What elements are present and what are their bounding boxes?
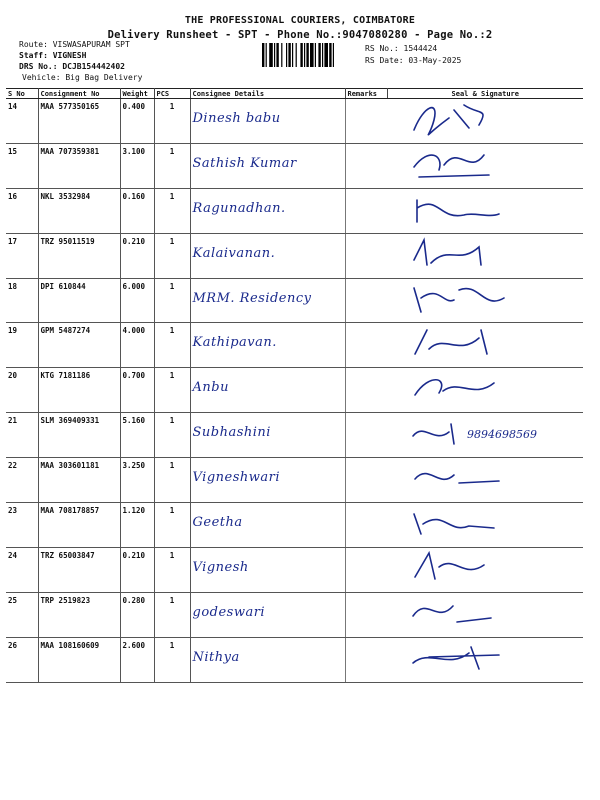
col-pcs: PCS [154, 89, 190, 99]
table-row [6, 368, 583, 413]
sno-cell: 22 [6, 458, 38, 503]
pcs-cell: 1 [154, 368, 190, 413]
company-title: THE PROFESSIONAL COURIERS, COIMBATORE [184, 15, 416, 26]
pcs-cell: 1 [154, 278, 190, 323]
consignment-cell: TRZ 95011519 [38, 233, 120, 278]
seal-signature-cell [387, 233, 583, 278]
remarks-cell [345, 143, 387, 188]
pcs-cell: 1 [154, 143, 190, 188]
seal-signature-cell [387, 188, 583, 233]
consignee-name: Sathish Kumar [192, 155, 297, 171]
weight-cell: 0.700 [120, 368, 154, 413]
consignment-cell: MAA 708178857 [38, 503, 120, 548]
consignment-cell: MAA 108160609 [38, 637, 120, 682]
col-consignee: Consignee Details [190, 89, 345, 99]
table-row [6, 233, 583, 278]
weight-cell: 6.000 [120, 278, 154, 323]
sno-cell: 16 [6, 188, 38, 233]
consignment-cell: SLM 369409331 [38, 413, 120, 458]
weight-cell: 0.210 [120, 547, 154, 592]
sno-cell: 21 [6, 413, 38, 458]
weight-cell: 0.210 [120, 233, 154, 278]
pcs-cell: 1 [154, 188, 190, 233]
weight-cell: 0.280 [120, 592, 154, 637]
sno-cell: 15 [6, 143, 38, 188]
table-row [6, 592, 583, 637]
signature-scribble [409, 100, 509, 138]
staff-label: Staff: VIGNESH [19, 51, 87, 60]
signature-scribble [409, 639, 509, 677]
consignee-cell [190, 188, 345, 233]
remarks-cell [345, 368, 387, 413]
consignment-cell: DPI 610844 [38, 278, 120, 323]
signature-scribble [409, 190, 509, 228]
remarks-cell [345, 458, 387, 503]
consignee-name: godeswari [192, 604, 266, 620]
sno-cell: 25 [6, 592, 38, 637]
signature-phone-note: 9894698569 [467, 428, 537, 442]
remarks-cell [345, 99, 387, 144]
signature-scribble [409, 280, 509, 318]
col-remarks: Remarks [345, 89, 387, 99]
signature-scribble [409, 459, 509, 497]
consignee-cell [190, 233, 345, 278]
remarks-cell [345, 413, 387, 458]
table-row [6, 143, 583, 188]
table-header-row [6, 89, 583, 99]
vehicle-label: Vehicle: Big Bag Delivery [22, 73, 143, 82]
table-row [6, 503, 583, 548]
table-row [6, 99, 583, 144]
rs-number: RS No.: 1544424 [365, 44, 438, 53]
consignee-cell [190, 143, 345, 188]
sno-cell: 24 [6, 547, 38, 592]
consignment-cell: MAA 707359381 [38, 143, 120, 188]
seal-signature-cell [387, 143, 583, 188]
pcs-cell: 1 [154, 637, 190, 682]
consignee-name: Geetha [192, 515, 243, 531]
table-row [6, 637, 583, 682]
seal-signature-cell [387, 278, 583, 323]
seal-signature-cell [387, 637, 583, 682]
runsheet-table [6, 88, 583, 683]
consignee-name: Vigneshwari [192, 470, 280, 486]
consignment-cell: TRP 2519823 [38, 592, 120, 637]
table-row [6, 413, 583, 458]
remarks-cell [345, 547, 387, 592]
consignee-name: Kalaivanan. [192, 245, 276, 261]
seal-signature-cell [387, 503, 583, 548]
seal-signature-cell [387, 592, 583, 637]
weight-cell: 1.120 [120, 503, 154, 548]
sno-cell: 14 [6, 99, 38, 144]
consignee-name: Vignesh [192, 559, 249, 575]
consignee-name: Ragunadhan. [192, 200, 286, 216]
table-row [6, 278, 583, 323]
consignee-cell [190, 368, 345, 413]
runsheet-subtitle: Delivery Runsheet - SPT - Phone No.:9047080280 - Page No.:2 [107, 29, 493, 41]
consignment-cell: KTG 7181186 [38, 368, 120, 413]
table-row [6, 188, 583, 233]
sno-cell: 19 [6, 323, 38, 368]
table-row [6, 547, 583, 592]
sno-cell: 17 [6, 233, 38, 278]
col-seal: Seal & Signature [387, 89, 583, 99]
weight-cell: 0.400 [120, 99, 154, 144]
signature-scribble [409, 594, 509, 632]
signature-scribble [409, 235, 509, 273]
pcs-cell: 1 [154, 458, 190, 503]
remarks-cell [345, 323, 387, 368]
pcs-cell: 1 [154, 323, 190, 368]
sno-cell: 18 [6, 278, 38, 323]
remarks-cell [345, 592, 387, 637]
seal-signature-cell [387, 547, 583, 592]
consignee-cell [190, 99, 345, 144]
consignment-cell: MAA 303601181 [38, 458, 120, 503]
seal-signature-cell [387, 323, 583, 368]
consignment-cell: GPM 5487274 [38, 323, 120, 368]
consignee-name: Nithya [192, 649, 240, 665]
remarks-cell [345, 637, 387, 682]
pcs-cell: 1 [154, 99, 190, 144]
signature-scribble [409, 504, 509, 542]
remarks-cell [345, 278, 387, 323]
col-sno: S No [6, 89, 38, 99]
consignment-cell: NKL 3532984 [38, 188, 120, 233]
seal-signature-cell [387, 99, 583, 144]
consignment-cell: MAA 577350165 [38, 99, 120, 144]
sno-cell: 23 [6, 503, 38, 548]
pcs-cell: 1 [154, 233, 190, 278]
consignee-name: Dinesh babu [192, 111, 281, 126]
remarks-cell [345, 188, 387, 233]
col-consignment: Consignment No [38, 89, 120, 99]
barcode-image [262, 43, 358, 67]
pcs-cell: 1 [154, 503, 190, 548]
pcs-cell: 1 [154, 547, 190, 592]
consignee-cell [190, 323, 345, 368]
weight-cell: 3.100 [120, 143, 154, 188]
signature-scribble [409, 549, 509, 587]
sno-cell: 26 [6, 637, 38, 682]
signature-scribble [409, 324, 509, 362]
table-row [6, 458, 583, 503]
col-weight: Weight [120, 89, 154, 99]
consignee-cell [190, 547, 345, 592]
consignee-cell [190, 458, 345, 503]
route-label: Route: VISWASAPURAM SPT [19, 40, 130, 49]
remarks-cell [345, 503, 387, 548]
table-row [6, 323, 583, 368]
pcs-cell: 1 [154, 592, 190, 637]
seal-signature-cell [387, 458, 583, 503]
weight-cell: 0.160 [120, 188, 154, 233]
pcs-cell: 1 [154, 413, 190, 458]
consignee-cell [190, 637, 345, 682]
weight-cell: 5.160 [120, 413, 154, 458]
remarks-cell [345, 233, 387, 278]
consignee-cell [190, 592, 345, 637]
signature-scribble [409, 369, 509, 407]
consignee-name: Subhashini [192, 425, 271, 441]
weight-cell: 3.250 [120, 458, 154, 503]
seal-signature-cell [387, 413, 583, 458]
rs-date: RS Date: 03-May-2025 [365, 56, 462, 65]
consignee-name: Kathipavan. [192, 335, 277, 351]
drs-label: DRS No.: DCJB154442402 [19, 62, 125, 71]
consignee-name: Anbu [192, 380, 229, 396]
signature-scribble [409, 145, 509, 183]
weight-cell: 2.600 [120, 637, 154, 682]
consignment-cell: TRZ 65003847 [38, 547, 120, 592]
seal-signature-cell [387, 368, 583, 413]
sno-cell: 20 [6, 368, 38, 413]
consignee-name: MRM. Residency [192, 290, 312, 306]
consignee-cell [190, 278, 345, 323]
consignee-cell [190, 413, 345, 458]
weight-cell: 4.000 [120, 323, 154, 368]
consignee-cell [190, 503, 345, 548]
